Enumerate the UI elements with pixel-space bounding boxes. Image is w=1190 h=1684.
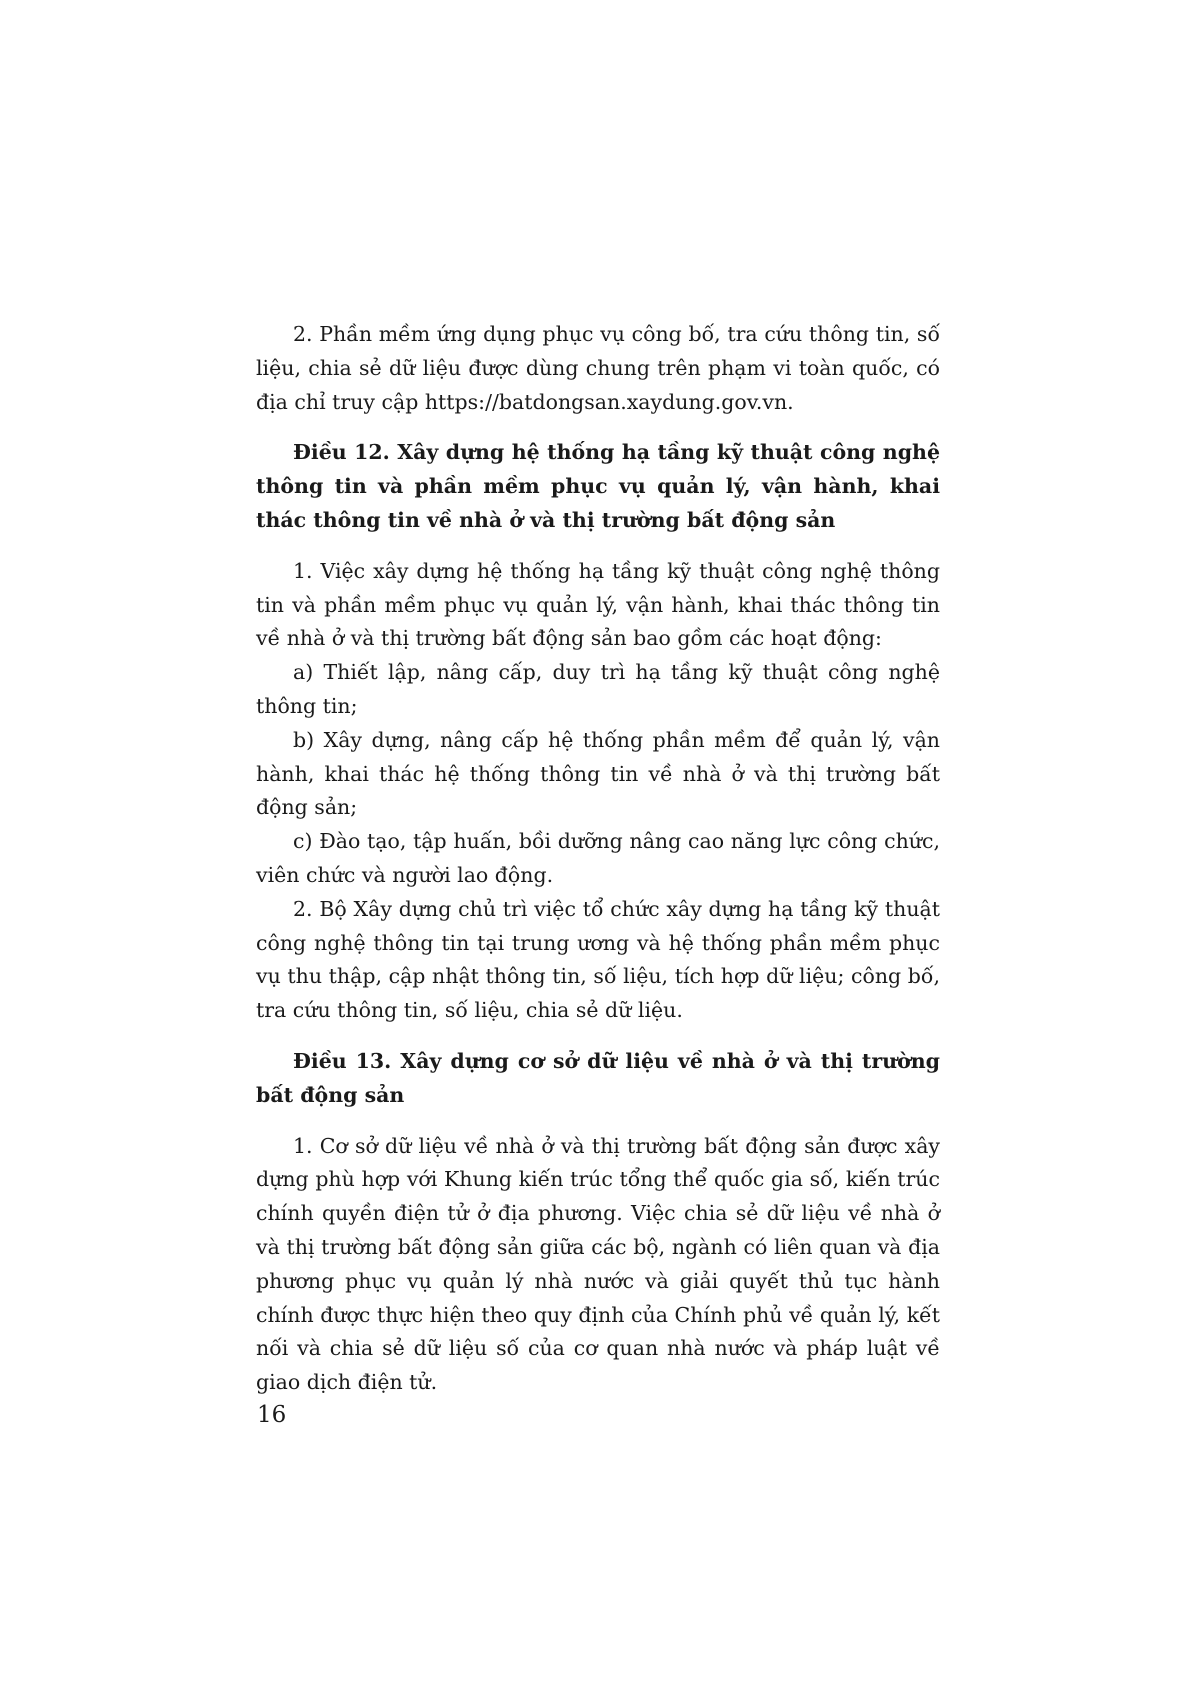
paragraph-software-access: 2. Phần mềm ứng dụng phục vụ công bố, tra cứu thông tin, số liệu, chia sẻ dữ liệu được dùng chung trên phạm vi toàn quốc, có địa chỉ truy cập https://batdongsan.xaydung.gov.vn.: [256, 322, 940, 414]
paragraph-article-13-clause-1: 1. Cơ sở dữ liệu về nhà ở và thị trường bất động sản được xây dựng phù hợp với Khung kiến trúc tổng thể quốc gia số, kiến trúc chính quyền điện tử ở địa phương. Việc chia sẻ dữ liệu về nhà ở và thị trường bất động sản giữa các bộ, ngành có liên quan và địa phương phục vụ quản lý nhà nước và giải quyết thủ tục hành chính được thực hiện theo quy định của Chính phủ về quản lý, kết nối và chia sẻ dữ liệu số của cơ quan nhà nước và pháp luật về giao dịch điện tử.: [256, 1133, 940, 1395]
paragraph-article-12-item-a: a) Thiết lập, nâng cấp, duy trì hạ tầng kỹ thuật công nghệ thông tin;: [256, 660, 940, 718]
page-number: 16: [257, 1402, 287, 1428]
document-body: [256, 318, 940, 1400]
article-12-heading: Điều 12. Xây dựng hệ thống hạ tầng kỹ thuật công nghệ thông tin và phần mềm phục vụ quản lý, vận hành, khai thác thông tin về nhà ở và thị trường bất động sản: [256, 440, 940, 532]
article-13-heading: Điều 13. Xây dựng cơ sở dữ liệu về nhà ở và thị trường bất động sản: [256, 1048, 940, 1107]
paragraph-article-12-clause-2: 2. Bộ Xây dựng chủ trì việc tổ chức xây dựng hạ tầng kỹ thuật công nghệ thông tin tại trung ương và hệ thống phần mềm phục vụ thu thập, cập nhật thông tin, số liệu, tích hợp dữ liệu; công bố, tra cứu thông tin, số liệu, chia sẻ dữ liệu.: [256, 896, 940, 1023]
paragraph-article-12-clause-1: 1. Việc xây dựng hệ thống hạ tầng kỹ thuật công nghệ thông tin và phần mềm phục vụ quản lý, vận hành, khai thác thông tin về nhà ở và thị trường bất động sản bao gồm các hoạt động:: [256, 558, 940, 651]
paragraph-article-12-item-c: c) Đào tạo, tập huấn, bồi dưỡng nâng cao năng lực công chức, viên chức và người lao động.: [256, 829, 940, 887]
paragraph-article-12-item-b: b) Xây dựng, nâng cấp hệ thống phần mềm để quản lý, vận hành, khai thác hệ thống thông tin về nhà ở và thị trường bất động sản;: [256, 727, 940, 820]
